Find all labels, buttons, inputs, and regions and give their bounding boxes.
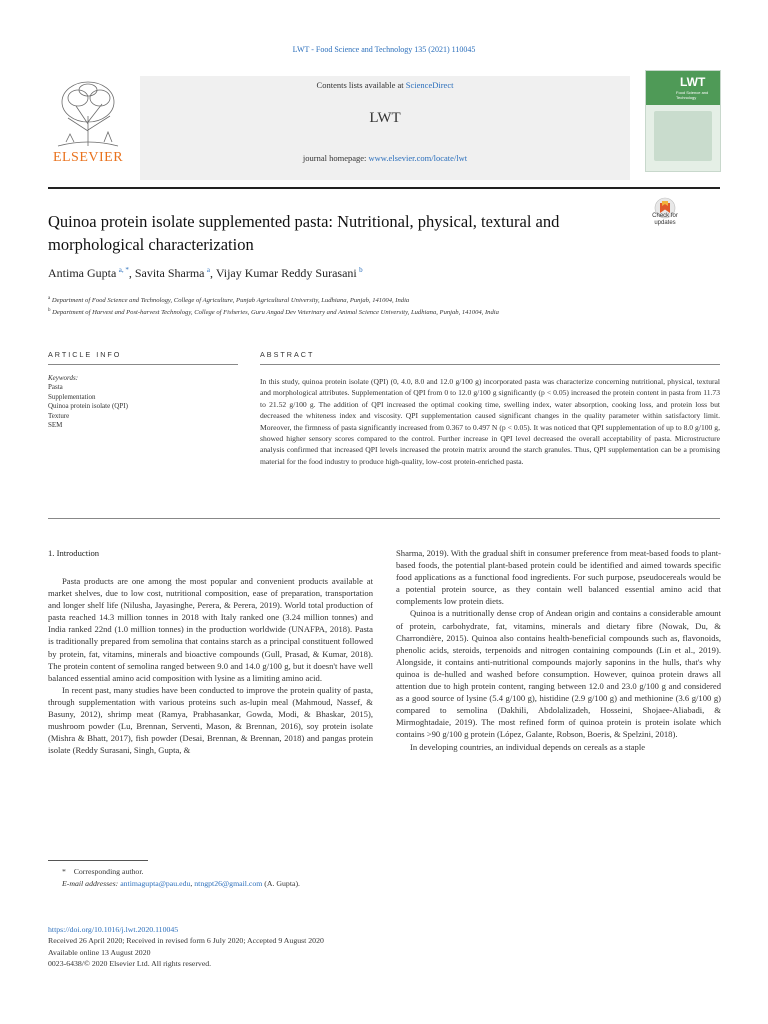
homepage-line [140, 153, 630, 163]
journal-cover-image[interactable] [645, 70, 721, 172]
body-paragraph: In recent past, many studies have been conducted to improve the protein quality of pasta, through supplementation with various proteins such as-lupin meal (Mahmoud, Nassef, & Basuny, 2012), shrimp meat (Ramya, Prabhasankar, Gowda, Modi, & Bhaskar, 2015), mushroom powder (Lu, Brennan, Serventi, Mason, & Brennan, 2016), soy protein isolate (Mishra & Bhatt, 2017), fish powder (Desai, Brennan, & Brennan, 2018) and pangas protein isolate (Reddy Surasani, Singh, Gupta, & [48, 684, 373, 756]
corresponding-author-note: * Corresponding author. [62, 867, 144, 876]
cover-subtitle: Food Science and Technology [676, 90, 709, 100]
affiliation [48, 296, 720, 304]
cover-title: LWT [680, 75, 706, 89]
author-affiliation-mark[interactable]: a [206, 266, 211, 274]
homepage-link[interactable]: www.elsevier.com/locate/lwt [368, 153, 468, 163]
email-label: E-mail addresses: [62, 879, 119, 889]
email-line: E-mail addresses: antimagupta@pau.edu, ntngpt26@gmail.com (A. Gupta). [62, 879, 301, 889]
author-name[interactable]: Antima Gupta [48, 266, 117, 280]
keywords-list [48, 374, 128, 430]
body-paragraph: Sharma, 2019). With the gradual shift in consumer preference from meat-based foods to plant-based foods, the potential plant-based protein could be identified and aimed towards specific food applications as a functional food ingredients. For such purpose, pseudocereals would be a potential protein source, as they contain well balanced essential amino acid that complements low protein diets. [396, 548, 721, 607]
doi-link[interactable]: https://doi.org/10.1016/j.lwt.2020.110045 [48, 925, 179, 934]
cover-illustration [654, 111, 712, 161]
available-online: Available online 13 August 2020 [48, 947, 151, 957]
email-link[interactable]: ntngpt26@gmail.com [194, 879, 263, 889]
keyword: Supplementation [48, 392, 96, 401]
keyword: Quinoa protein isolate (QPI) [48, 402, 128, 411]
article-info-divider [48, 364, 238, 365]
sciencedirect-link[interactable]: ScienceDirect [405, 80, 454, 90]
footnote-divider [48, 860, 148, 861]
right-column [396, 547, 721, 753]
affiliation-mark: b [48, 308, 51, 313]
contents-line [140, 80, 630, 90]
abstract-text: In this study, quinoa protein isolate (QPI) (0, 4.0, 8.0 and 12.0 g/100 g) incorporated pasta was characterize concerning nutritional, physical, textural and morphological attributes. Supplementation of QPI from 0 to 12.0 g/100 g significantly (p < 0.05) increased the protein content in pasta from 11.73 to 21.52 g/100 g. The addition of QPI increased the optimal cooking time, swelling index, water absorption, cooking loss, and protein loss but decreased the whiteness index and viscosity. QPI supplementation caused significant changes in the quality parameter within satisfactory limit. Moreover, the firmness of pasta significantly increased from 0.367 to 0.497 N (p < 0.05). It was noticed that QPI supplementation of up to 8.0 g/100 g, showed higher sensory scores compared to the control. Further increase in QPI level decreased the overall acceptability of pasta. Microstructure analysis confirmed that increased QPI levels increased the protein matrix around the starch granules. Thus, QPI supplementation can be a promising material for the food industry to produce high-quality, low-cost protein-enriched pasta. [260, 377, 720, 466]
keywords-heading: Keywords: [48, 374, 79, 382]
author-name[interactable]: Vijay Kumar Reddy Surasani [215, 266, 357, 280]
badge-text-2: updates [654, 220, 676, 226]
keyword: Texture [48, 411, 70, 420]
keyword: SEM [48, 421, 63, 430]
check-for-updates-label[interactable] [640, 213, 690, 227]
publication-info [48, 924, 324, 970]
author-name[interactable]: Savita Sharma [134, 266, 205, 280]
publisher-name: ELSEVIER [52, 150, 124, 165]
body-paragraph: In developing countries, an individual depends on cereals as a staple [410, 741, 646, 752]
section-heading-introduction: 1. Introduction [48, 548, 100, 558]
header-divider [48, 187, 720, 189]
author-list: Antima Gupta $^{a, *}$, Savita Sharma $^a$, Vijay Kumar Reddy Surasani $^b$ [48, 266, 363, 280]
received-dates: Received 26 April 2020; Received in revised form 6 July 2020; Accepted 9 August 2020 [48, 936, 324, 946]
affiliation [48, 308, 720, 316]
body-paragraph: Quinoa is a nutritionally dense crop of Andean origin and contains a considerable amount of protein, carbohydrate, fat, vitamins, minerals and dietary fibre (Nowak, Du, & Charrondière, 2015). Quinoa also contains health-beneficial compounds such as, flavonoids, phenolic acids, steroids, terpenoids and nitrogen containing compounds (Lin et al., 2019). Alongside, it contains anti-nutritional compounds majorly saponins in the hulls, that's why quinoa is de-hulled and washed before consumption. However, quinoa protein draws all attention due to high protein content, ranging between 12.0 and 23.0 g/100 g and considered as a good source of lysine (5.4 g/100 g), histidine (2.9 g/100 g) and methionine (3.6 g/100 g) compared to semolina (Dakhili, Abdolalizadeh, Hosseini, Shojaee-Aliabadi, & Mirmoghtadaie, 2019). The most refined form of quinoa protein is protein isolate which contains >90 g/100 g protein (López, Galante, Robson, Boeris, & Spelzini, 2018). [396, 608, 721, 740]
email-suffix: (A. Gupta). [264, 879, 301, 889]
affiliation-text: Department of Harvest and Post-harvest Technology, College of Fisheries, Guru Angad Dev Veterinary and Animal Science University, Ludhiana, Punjab, 141004, India [52, 309, 499, 317]
affiliation-mark: a [48, 296, 51, 301]
copyright-notice: 0023-6438/© 2020 Elsevier Ltd. All rights reserved. [48, 959, 212, 969]
corresponding-author-text: Corresponding author. [73, 867, 144, 876]
author-affiliation-mark[interactable]: a, * [118, 266, 129, 274]
badge-text-1: Check for [652, 213, 678, 219]
email-link[interactable]: antimagupta@pau.edu [120, 879, 191, 889]
journal-name: LWT [369, 110, 401, 126]
abstract-divider [260, 364, 720, 365]
left-column [48, 575, 373, 756]
journal-reference[interactable]: LWT - Food Science and Technology 135 (2021) 110045 [292, 45, 476, 54]
article-info-label: ARTICLE INFO [48, 350, 122, 359]
abstract-label: ABSTRACT [260, 350, 315, 359]
affiliation-text: Department of Food Science and Technology, College of Agriculture, Punjab Agricultural University, Ludhiana, Punjab, 141004, India [51, 297, 410, 305]
contents-prefix: Contents lists available at [316, 80, 406, 90]
journal-header-box [140, 76, 630, 180]
author-affiliation-mark[interactable]: b [359, 266, 363, 274]
footnotes [48, 866, 300, 891]
article-title: Quinoa protein isolate supplemented pasta: Nutritional, physical, textural and morphological characterization [48, 212, 560, 254]
abstract-bottom-divider [48, 518, 720, 519]
keyword: Pasta [48, 383, 63, 392]
body-paragraph: Pasta products are one among the most popular and convenient products available at market shelves, due to low cost, nutritional composition, ease of preparation, transportation and longer shelf life (Nilusha, Jayasinghe, Perera, & Perera, 2019). World total production of pasta reached 14.3 million tonnes in 2018 with Italy ranked one (3.24 million tonnes) and India ranked 22nd (1.0 million tonnes) in the production worldwide (UNAFPA, 2018). Pasta is traditionally prepared from semolina that contains starch as a principal constituent followed by protein, fat, vitamins, minerals and bioactive compounds (Gull, Prasad, & Kumar, 2018). The protein content of semolina ranged between 9.0 and 14.0 g/100 g, but it doesn't have well balanced essential amino acid composition with lysine as a limiting amino acid. [48, 576, 373, 683]
homepage-prefix: journal homepage: [302, 153, 369, 163]
